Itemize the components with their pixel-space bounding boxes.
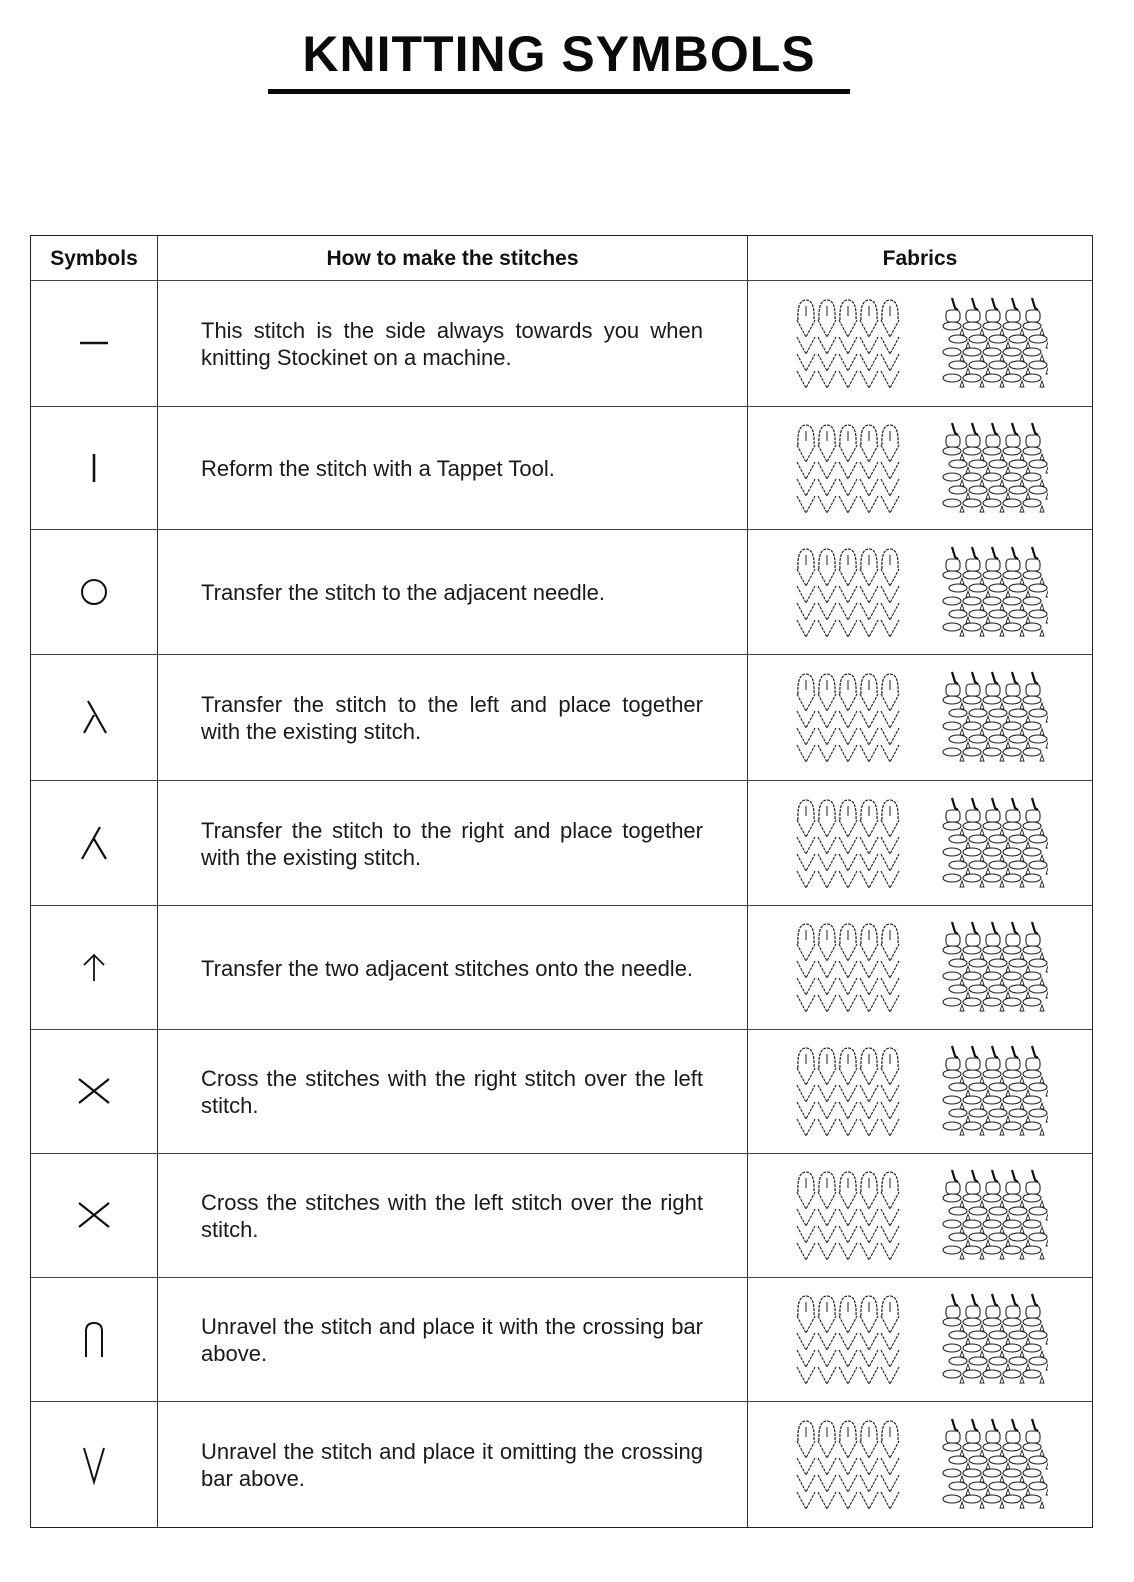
fabric-illustrations xyxy=(749,655,1092,781)
fabric-front-swatch-icon xyxy=(794,922,902,1014)
stitch-description: Reform the stitch with a Tappet Tool. xyxy=(201,456,555,481)
fabric-illustrations xyxy=(749,1402,1092,1527)
table-row xyxy=(31,281,1092,407)
stitch-description: Transfer the stitch to the adjacent needle. xyxy=(201,580,605,605)
fabric-illustrations xyxy=(749,1278,1092,1402)
fabric-illustrations xyxy=(749,1030,1092,1154)
fabric-back-swatch-icon xyxy=(938,545,1048,641)
stitch-description: Transfer the two adjacent stitches onto the needle. xyxy=(201,955,694,981)
fabric-back-swatch-icon xyxy=(938,670,1048,766)
fabric-back-swatch-icon xyxy=(938,1044,1048,1140)
fabric-back-swatch-icon xyxy=(938,1417,1048,1513)
lambda-right-symbol-icon xyxy=(74,823,114,865)
header-symbols: Symbols xyxy=(50,247,138,270)
header-fabrics: Fabrics xyxy=(882,247,958,270)
stitch-description: Unravel the stitch and place it omitting the crossing bar above. xyxy=(201,1438,703,1491)
fabric-front-swatch-icon xyxy=(794,1294,902,1386)
vertical-bar-symbol-icon xyxy=(74,448,114,490)
fabric-front-swatch-icon xyxy=(794,798,902,890)
fabric-back-swatch-icon xyxy=(938,421,1048,517)
stitch-description: This stitch is the side always towards you when knitting Stockinet on a machine. xyxy=(201,318,703,370)
fabric-illustrations xyxy=(749,781,1092,906)
table-row xyxy=(31,1030,1092,1154)
fabric-back-swatch-icon xyxy=(938,1168,1048,1264)
stitch-description: Unravel the stitch and place it with the crossing bar above. xyxy=(201,1314,703,1366)
arch-symbol-icon xyxy=(74,1319,114,1361)
fabric-front-swatch-icon xyxy=(794,547,902,639)
stitch-description: Cross the stitches with the left stitch over the right stitch. xyxy=(201,1190,703,1242)
lambda-left-symbol-icon xyxy=(74,697,114,739)
v-shape-symbol-icon xyxy=(74,1444,114,1486)
fabric-illustrations xyxy=(749,281,1092,407)
fabric-front-swatch-icon xyxy=(794,1046,902,1138)
fabric-back-swatch-icon xyxy=(938,1292,1048,1388)
arrow-up-split-symbol-icon xyxy=(74,947,114,989)
cross-symbol-icon xyxy=(74,1071,114,1113)
stitch-description: Transfer the stitch to the right and place together with the existing stitch. xyxy=(201,817,703,870)
table-row xyxy=(31,781,1092,906)
stitch-description: Cross the stitches with the right stitch over the left stitch. xyxy=(201,1066,703,1118)
page-title: KNITTING SYMBOLS xyxy=(302,26,816,82)
circle-symbol-icon xyxy=(74,572,114,614)
fabric-back-swatch-icon xyxy=(938,796,1048,892)
fabric-illustrations xyxy=(749,1154,1092,1278)
horizontal-bar-symbol-icon xyxy=(74,323,114,365)
knitting-symbols-table xyxy=(30,235,1093,1528)
fabric-illustrations xyxy=(749,906,1092,1030)
table-row xyxy=(31,407,1092,530)
fabric-front-swatch-icon xyxy=(794,1419,902,1511)
fabric-front-swatch-icon xyxy=(794,672,902,764)
fabric-front-swatch-icon xyxy=(794,1170,902,1262)
table-row xyxy=(31,655,1092,781)
table-row xyxy=(31,1402,1092,1527)
fabric-back-swatch-icon xyxy=(938,920,1048,1016)
stitch-description: Transfer the stitch to the left and place together with the existing stitch. xyxy=(201,692,703,744)
title-underline xyxy=(268,89,850,94)
fabric-back-swatch-icon xyxy=(938,296,1048,392)
header-how-to: How to make the stitches xyxy=(326,247,579,270)
fabric-front-swatch-icon xyxy=(794,423,902,515)
cross-symbol-icon xyxy=(74,1195,114,1237)
fabric-illustrations xyxy=(749,530,1092,655)
fabric-illustrations xyxy=(749,407,1092,530)
fabric-front-swatch-icon xyxy=(794,298,902,390)
table-row xyxy=(31,530,1092,655)
table-row xyxy=(31,1278,1092,1402)
table-row xyxy=(31,1154,1092,1278)
table-row xyxy=(31,906,1092,1030)
